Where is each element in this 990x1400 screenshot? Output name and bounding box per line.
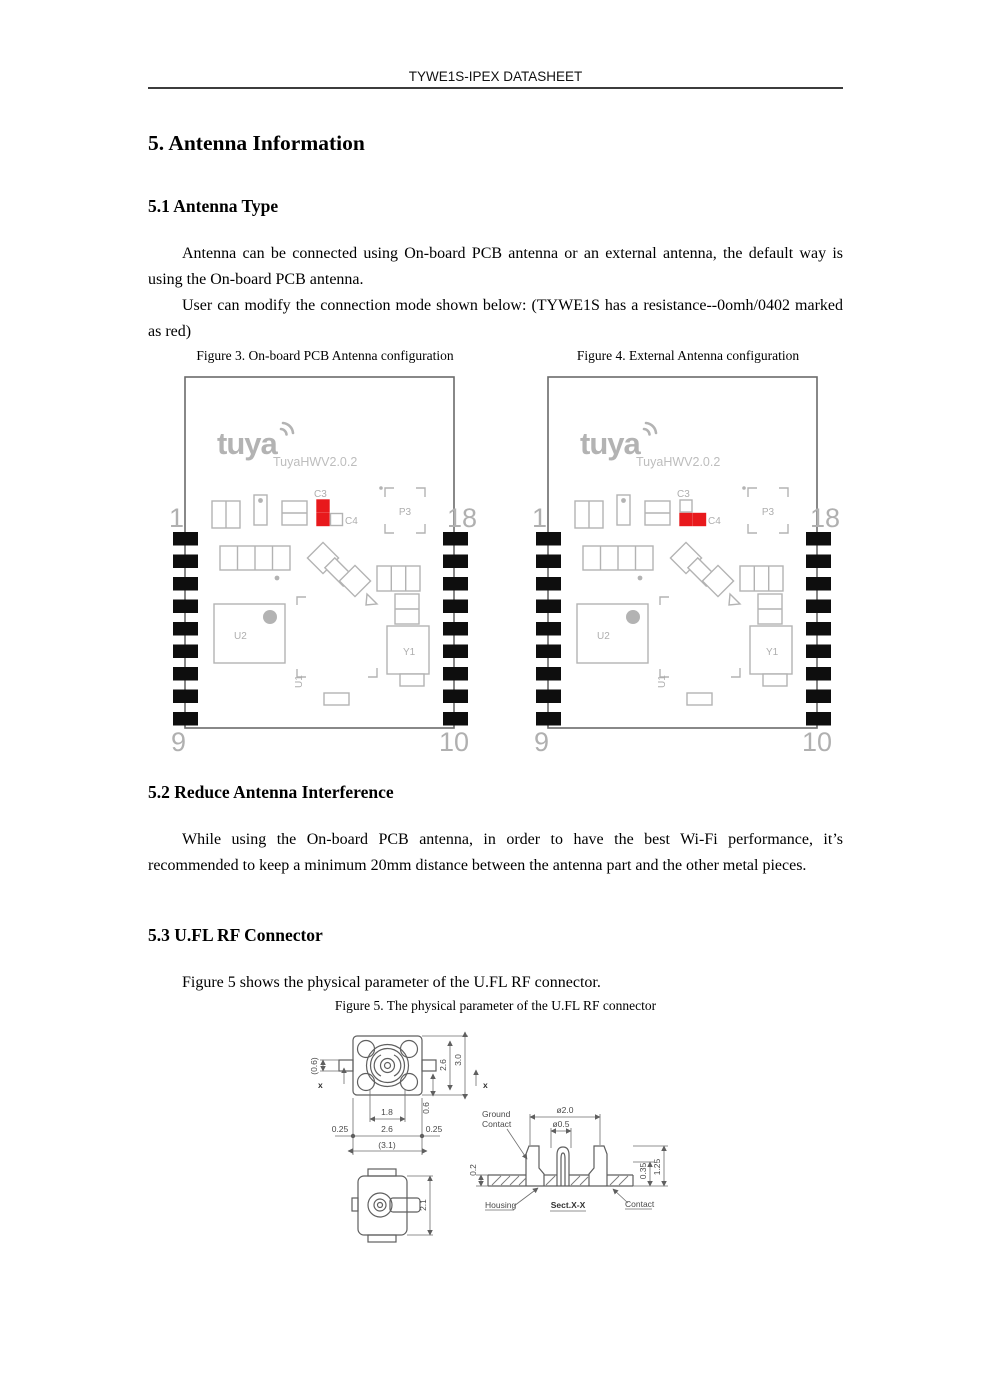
dim-dia-0_5: ø0.5 [552,1119,570,1129]
pin-label-1: 1 [169,503,185,533]
c4-label: C4 [345,516,358,527]
resistor-cell-top [317,500,329,512]
heading-5-2: 5.2 Reduce Antenna Interference [148,782,394,802]
section-5-2-body [148,827,843,879]
dim-0_6: 0.6 [421,1102,431,1114]
p3-label: P3 [761,507,775,518]
pads-left [536,532,561,726]
dim-0_35: 0.35 [638,1162,648,1180]
heading-5-3: 5.3 U.FL RF Connector [148,925,323,945]
section-x-x-label: Sect.X-X [550,1200,586,1210]
hw-version-text: TuyaHWV2.0.2 [636,455,721,469]
section-title: 5. Antenna Information [148,131,365,155]
tuya-logo-text: tuya [580,426,640,461]
figure3-onboard-pcb-antenna [167,376,483,759]
dim-2_6-horizontal: 2.6 [381,1124,393,1134]
tuya-logo-text: tuya [217,426,277,461]
paragraph: Figure 5 shows the physical parameter of the U.FL RF connector. [182,974,601,991]
figure5-caption: Figure 5. The physical parameter of the U.FL RF connector [334,998,657,1013]
plan-view [309,1032,488,1155]
pin-label-10: 10 [802,727,833,754]
paragraph: Antenna can be connected using On-board PCB antenna or an external antenna, the default way is using the On-board PCB antenna. [148,245,843,288]
dim-3_1-paren: (3.1) [378,1140,396,1150]
section-mark-x-right: x [483,1080,488,1090]
figure5-ufl-connector-drawing [280,1018,700,1268]
bottom-passive [324,693,349,705]
pin-label-10: 10 [439,727,470,754]
resistor-cell-bottom-left [317,514,329,526]
u2-label: U2 [234,631,247,642]
section-mark-x-left: x [318,1080,323,1090]
section-view [468,1105,668,1211]
dim-0_6-paren: (0.6) [309,1057,319,1075]
header-rule [148,87,843,89]
pin-label-18: 18 [447,503,478,533]
page-header: TYWE1S-IPEX DATASHEET [408,69,583,84]
resistor-cell-bottom-left [680,514,692,526]
pads-right [443,532,468,726]
housing-label: Housing [485,1200,517,1210]
pin-label-1: 1 [532,503,548,533]
pin-label-9: 9 [534,727,550,754]
p3-label: P3 [398,507,412,518]
dim-dia-2_0: ø2.0 [556,1105,574,1115]
c3-label: C3 [314,489,327,500]
dim-1_25: 1.25 [652,1158,662,1176]
pads-left [173,532,198,726]
pcb-module-figure [530,376,846,754]
resistor-cell-bottom-right [694,514,706,526]
u1-label: U1 [657,675,668,688]
side-view [352,1169,433,1242]
dim-0_25-right: 0.25 [425,1124,443,1134]
pcb-module-figure [167,376,483,754]
heading-5-1: 5.1 Antenna Type [148,196,279,216]
c4-label: C4 [708,516,721,527]
resistor-cell-top [680,500,692,512]
figure4-caption: Figure 4. External Antenna configuration [576,348,800,363]
hw-version-text: TuyaHWV2.0.2 [273,455,358,469]
dim-2_1: 2.1 [418,1199,428,1211]
u2-label: U2 [597,631,610,642]
bottom-passive [687,693,712,705]
dim-0_2: 0.2 [468,1164,478,1176]
paragraph: User can modify the connection mode shown below: (TYWE1S has a resistance--0omh/0402 marked as red) [148,297,843,340]
resistor-cell-bottom-right [331,514,343,526]
section-5-1-body [148,241,843,345]
paragraph: While using the On-board PCB antenna, in order to have the best Wi-Fi performance, it’s recommended to keep a minimum 20mm distance between the antenna part and the other metal pieces. [148,831,843,874]
u2-chip [577,604,648,663]
u2-chip [214,604,285,663]
pads-right [806,532,831,726]
dim-3_0: 3.0 [453,1054,463,1066]
figure4-external-antenna [530,376,846,759]
u1-label: U1 [294,675,305,688]
contact-label: Contact [625,1199,655,1209]
dim-1_8: 1.8 [381,1107,393,1117]
y1-label: Y1 [766,647,779,658]
ground-contact-label: Ground Contact [482,1109,512,1129]
pin-label-9: 9 [171,727,187,754]
section-5-3-body [148,970,843,996]
y1-label: Y1 [403,647,416,658]
dim-0_25-left: 0.25 [331,1124,349,1134]
c3-label: C3 [677,489,690,500]
pin-label-18: 18 [810,503,841,533]
dim-2_6-vertical: 2.6 [438,1059,448,1071]
ufl-connector-svg [280,1018,700,1263]
figure3-caption: Figure 3. On-board PCB Antenna configuration [196,348,454,363]
